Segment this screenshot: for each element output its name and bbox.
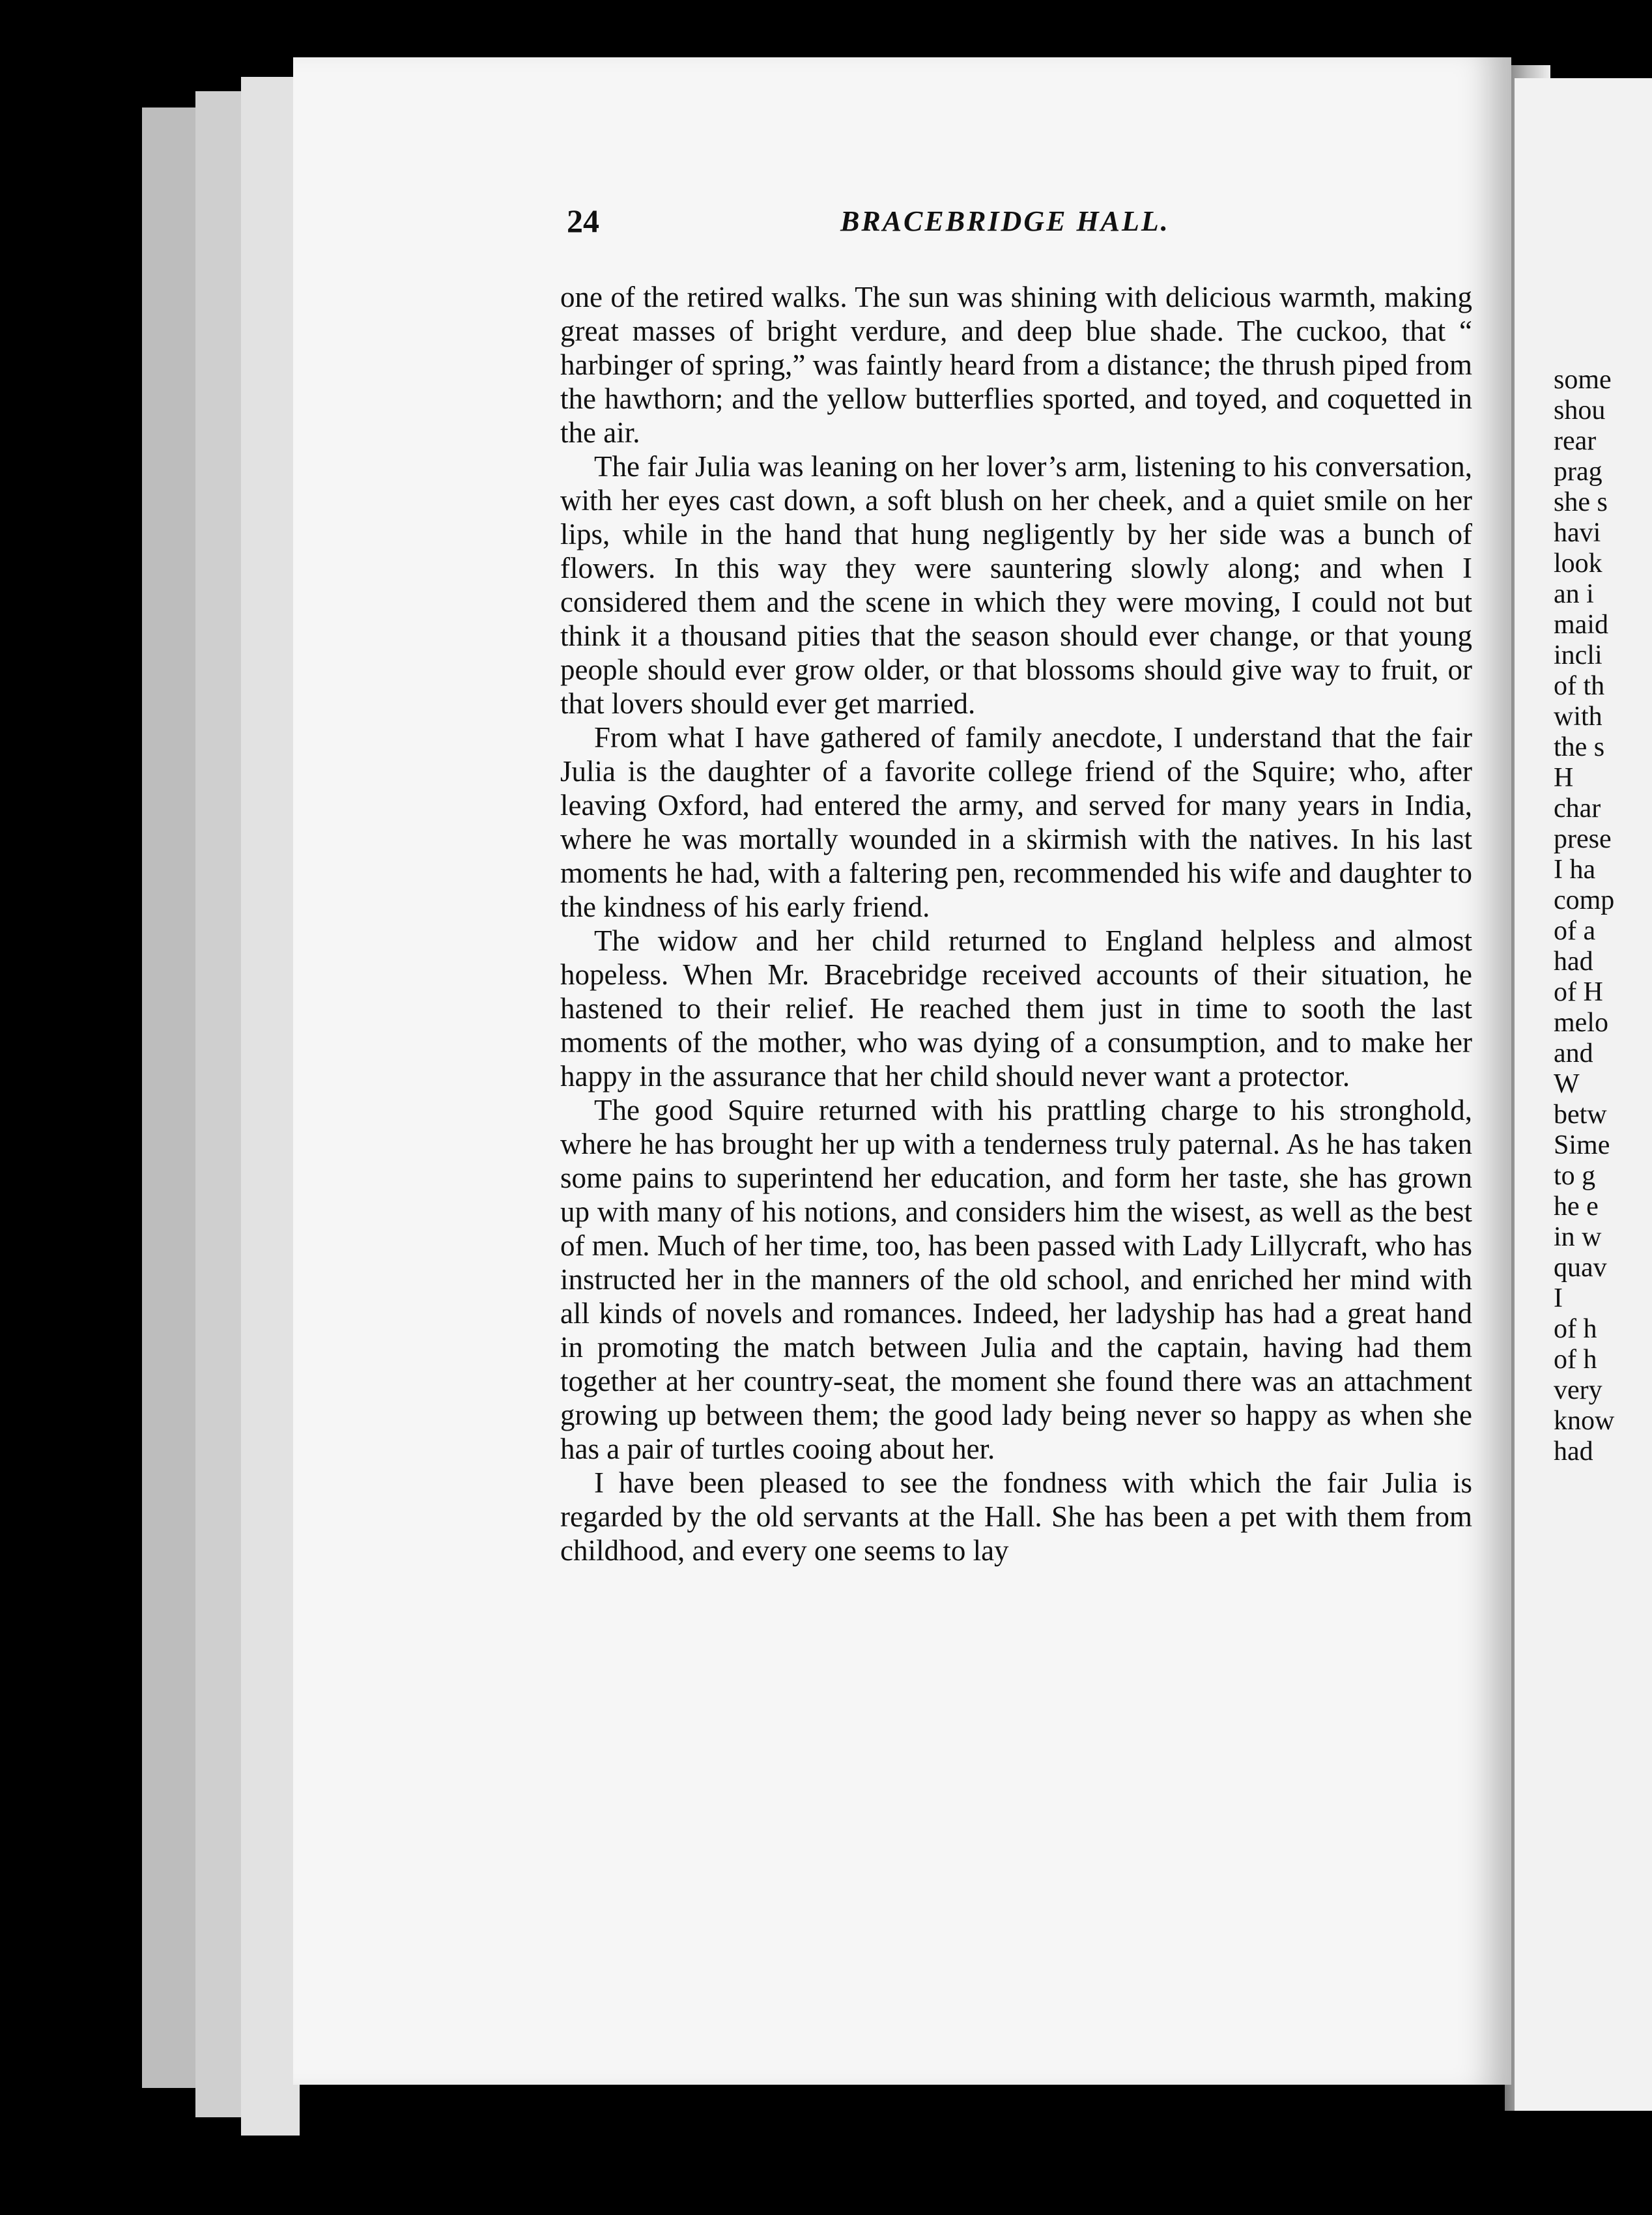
facing-page-line: char: [1554, 793, 1601, 823]
facing-page-line: of a: [1554, 916, 1596, 946]
facing-page-line: melo: [1554, 1008, 1608, 1038]
facing-page-line: had: [1554, 947, 1593, 977]
facing-page-line: and: [1554, 1038, 1593, 1068]
facing-page-line: in w: [1554, 1222, 1602, 1252]
facing-page-line: to g: [1554, 1161, 1596, 1191]
facing-page-line: Sime: [1554, 1130, 1610, 1160]
facing-page-line: of h: [1554, 1345, 1597, 1375]
facing-page-line: of h: [1554, 1314, 1597, 1344]
paragraph: The widow and her child returned to England helpless and almost hopeless. When Mr. Bracebridge received accounts of their situation, he hastened to their relief. He reached them just in time to sooth the last moments of the mother, who was dying of a consumption, and to make her happy in the assurance that her child should never want a protector.: [560, 924, 1472, 1093]
paragraph: I have been pleased to see the fondness with which the fair Julia is regarded by the old servants at the Hall. She has been a pet with them from childhood, and every one seems to lay: [560, 1466, 1472, 1567]
facing-page-line: I: [1554, 1283, 1563, 1313]
facing-page-line: had: [1554, 1436, 1593, 1466]
facing-page-line: I ha: [1554, 855, 1596, 885]
facing-page-line: maid: [1554, 610, 1608, 640]
facing-page-line: rear: [1554, 426, 1597, 456]
facing-page-line: prese: [1554, 824, 1612, 854]
paragraph: The fair Julia was leaning on her lover’s arm, listening to his conversation, with her eyes cast down, a soft blush on her cheek, and a quiet smile on her lips, while in the hand that hung negligently by her side was a bunch of flowers. In this way they were sauntering slowly along; and when I considered them and the scene in which they were moving, I could not but think it a thousand pities that the season should ever change, or that young people should ever grow older, or that blossoms should give way to fruit, or that lovers should ever get married.: [560, 450, 1472, 720]
facing-page-line: shou: [1554, 395, 1606, 425]
facing-page-line: the s: [1554, 732, 1605, 762]
facing-page-line: betw: [1554, 1100, 1607, 1130]
facing-page-line: she s: [1554, 487, 1608, 517]
page-header: [567, 202, 1459, 254]
facing-page-line: know: [1554, 1406, 1615, 1436]
paragraph: one of the retired walks. The sun was shining with delicious warmth, making great masses of bright verdure, and deep blue shade. The cuckoo, that “ harbinger of spring,” was faintly heard from a distance; the thrush piped from the hawthorn; and the yellow butterflies sported, and toyed, and coquetted in the air.: [560, 281, 1472, 449]
facing-page-line: very: [1554, 1375, 1602, 1405]
paragraph: From what I have gathered of family anecdote, I understand that the fair Julia is the daughter of a favorite college friend of the Squire; who, after leaving Oxford, had entered the army, and served for many years in India, where he was mortally wounded in a skirmish with the natives. In his last moments he had, with a faltering pen, recommended his wife and daughter to the kindness of his early friend.: [560, 721, 1472, 923]
page-number: 24: [567, 203, 599, 239]
facing-page-line: H: [1554, 763, 1574, 793]
facing-page-line: an i: [1554, 579, 1594, 609]
facing-page-line: look: [1554, 549, 1602, 579]
facing-page-line: he e: [1554, 1192, 1599, 1222]
facing-page-line: some: [1554, 365, 1612, 395]
facing-page-text: [1554, 365, 1652, 1467]
body-text: [560, 280, 1472, 1567]
facing-page-line: W: [1554, 1069, 1580, 1099]
facing-page-line: incli: [1554, 640, 1602, 670]
paragraph: The good Squire returned with his prattling charge to his stronghold, where he has brought her up with a tenderness truly paternal. As he has taken some pains to superintend her education, and form her taste, she has grown up with many of his notions, and considers him the wisest, as well as the best of men. Much of her time, too, has been passed with Lady Lillycraft, who has instructed her in the manners of the old school, and enriched her mind with all kinds of novels and romances. Indeed, her ladyship has had a great hand in promoting the match between Julia and the captain, having had them together at her country-seat, the moment she found there was an attachment growing up between them; the good lady being never so happy as when she has a pair of turtles cooing about her.: [560, 1094, 1472, 1465]
book-edge: [142, 107, 201, 2088]
book-edge: [195, 91, 248, 2117]
facing-page-line: comp: [1554, 885, 1615, 915]
running-head: BRACEBRIDGE HALL.: [840, 205, 1170, 237]
facing-page-line: havi: [1554, 518, 1601, 548]
facing-page-line: of H: [1554, 977, 1603, 1007]
facing-page: [1515, 78, 1652, 2111]
facing-page-line: with: [1554, 702, 1602, 732]
facing-page-line: prag: [1554, 457, 1602, 487]
book-edge: [241, 77, 300, 2136]
facing-page-line: quav: [1554, 1253, 1607, 1283]
facing-page-line: of th: [1554, 671, 1605, 701]
